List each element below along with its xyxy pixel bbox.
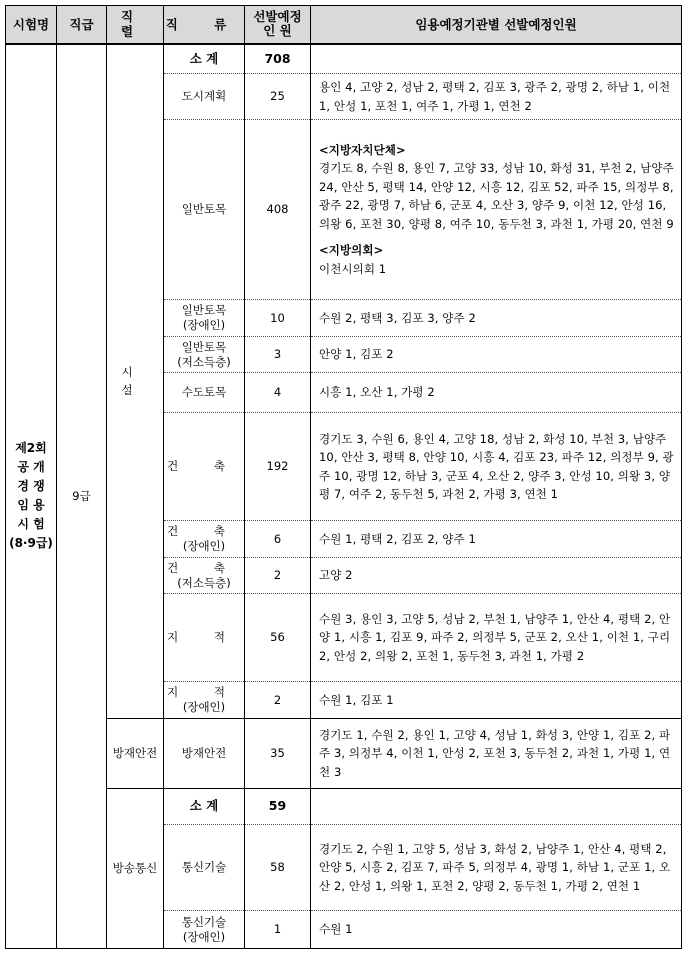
kind-telecom: 통신기술: [164, 825, 245, 911]
count-arch-disabled: 6: [245, 521, 311, 558]
count-disaster: 35: [245, 719, 311, 789]
series-facility-cell: [107, 44, 164, 719]
grade-cell: 9급: [57, 44, 107, 949]
kind-line: 통신기술: [181, 914, 227, 929]
facility-subtotal-count: 708: [245, 44, 311, 74]
alloc-telecom-disabled: 수원 1: [311, 911, 682, 949]
count-urban: 25: [245, 74, 311, 120]
kind-civil-disabled: [164, 300, 245, 337]
local-gov-alloc: 경기도 8, 수원 8, 용인 7, 고양 33, 성남 10, 화성 31, 부천 2, 남양주 24, 안산 5, 평택 14, 안양 12, 시흥 12, 김포 52, 파주 15, 의정부 8, 광주 22, 광명 7, 하남 6, 군포 4, 오산 3, 양주 9, 이천 12, 안성 16, 의왕 6, 포천 30, 양평 8, 여주 10, 동두천 3, 과천 1, 가평 20, 연천 9: [319, 161, 674, 231]
table-row: [6, 789, 682, 825]
alloc-civil-lowincome: 안양 1, 김포 2: [311, 337, 682, 373]
kind-line: 일반토목: [181, 339, 227, 354]
table-row: [6, 44, 682, 74]
header-kind-label: 직 류: [165, 16, 243, 32]
spacer: [319, 233, 676, 241]
kind-line: (장애인): [182, 539, 226, 553]
count-civil: 408: [245, 120, 311, 300]
kind-arch-disabled: [164, 521, 245, 558]
series-disaster-cell: 방재안전: [107, 719, 164, 789]
exam-line: 제2회: [15, 441, 47, 456]
count-telecom: 58: [245, 825, 311, 911]
count-arch: 192: [245, 413, 311, 521]
broadcast-subtotal-count: 59: [245, 789, 311, 825]
council-alloc: 이천시의회 1: [319, 261, 387, 276]
kind-survey-label: 지 적: [167, 630, 241, 645]
count-civil-lowincome: 3: [245, 337, 311, 373]
alloc-arch-lowincome: 고양 2: [311, 558, 682, 594]
header-alloc: 임용예정기관별 선발예정인원: [311, 6, 682, 44]
recruitment-table: [5, 5, 682, 949]
exam-line: 임 용: [17, 498, 45, 513]
alloc-survey: 수원 3, 용인 3, 고양 5, 성남 2, 부천 1, 남양주 1, 안산 4, 평택 2, 안양 1, 시흥 1, 김포 9, 파주 2, 의정부 5, 군포 2, 오산 1, 이천 1, 구리 2, 안성 2, 의왕 2, 포천 1, 동두천 3, 과천 1, 가평 2: [311, 594, 682, 682]
kind-line: 건 축: [167, 524, 241, 538]
kind-line: (저소득층): [177, 354, 231, 369]
header-count-line1: 선발예정: [253, 9, 302, 25]
alloc-urban: 용인 4, 고양 2, 성남 2, 평택 2, 김포 3, 광주 2, 광명 2, 하남 1, 이천 1, 안성 1, 포천 1, 여주 1, 가평 1, 연천 2: [311, 74, 682, 120]
alloc-disaster: 경기도 1, 수원 2, 용인 1, 고양 4, 성남 1, 화성 3, 안양 1, 김포 2, 파주 3, 의정부 4, 이천 1, 안성 2, 포천 3, 동두천 2, 과천 1, 가평 1, 연천 3: [311, 719, 682, 789]
kind-line: 지 적: [167, 685, 241, 699]
series-broadcast-cell: 방송통신: [107, 789, 164, 949]
kind-arch-label: 건 축: [167, 459, 241, 474]
count-civil-disabled: 10: [245, 300, 311, 337]
header-row: [6, 6, 682, 44]
header-series: [107, 6, 164, 44]
broadcast-subtotal-label: 소 계: [164, 789, 245, 825]
alloc-water: 시흥 1, 오산 1, 가평 2: [311, 373, 682, 413]
kind-arch: [164, 413, 245, 521]
count-arch-lowincome: 2: [245, 558, 311, 594]
kind-urban: 도시계획: [164, 74, 245, 120]
table-row: [6, 719, 682, 789]
kind-water: 수도토목: [164, 373, 245, 413]
kind-line: (장애인): [182, 929, 226, 944]
count-survey-disabled: 2: [245, 682, 311, 719]
kind-survey-disabled: [164, 682, 245, 719]
kind-arch-lowincome: [164, 558, 245, 594]
alloc-civil-disabled: 수원 2, 평택 3, 김포 3, 양주 2: [311, 300, 682, 337]
kind-line: (장애인): [182, 700, 226, 714]
count-survey: 56: [245, 594, 311, 682]
alloc-civil: [311, 120, 682, 300]
count-telecom-disabled: 1: [245, 911, 311, 949]
exam-line: (8·9급): [9, 536, 53, 551]
alloc-survey-disabled: 수원 1, 김포 1: [311, 682, 682, 719]
header-grade: 직급: [57, 6, 107, 44]
exam-line: 공 개: [17, 460, 45, 475]
kind-line: 일반토목: [181, 303, 227, 317]
count-water: 4: [245, 373, 311, 413]
header-kind: [164, 6, 245, 44]
kind-line: (저소득층): [177, 575, 231, 590]
kind-civil: 일반토목: [164, 120, 245, 300]
exam-line: 시 험: [17, 517, 45, 532]
facility-subtotal-label: 소 계: [164, 44, 245, 74]
broadcast-subtotal-alloc: [311, 789, 682, 825]
header-count: [245, 6, 311, 44]
kind-line: 건 축: [167, 560, 241, 575]
alloc-arch: 경기도 3, 수원 6, 용인 4, 고양 18, 성남 2, 화성 10, 부천 3, 남양주 10, 안산 3, 평택 8, 안양 10, 시흥 4, 김포 23, 파주 12, 의정부 9, 광주 10, 광명 12, 하남 3, 군포 4, 오산 2, 양주 3, 안성 10, 의왕 3, 양평 7, 여주 2, 동두천 5, 과천 2, 가평 3, 연천 1: [311, 413, 682, 521]
alloc-telecom: 경기도 2, 수원 1, 고양 5, 성남 3, 화성 2, 남양주 1, 안산 4, 평택 2, 안양 5, 시흥 2, 김포 7, 파주 5, 의정부 4, 광명 1, 하남 1, 군포 1, 오산 2, 안성 1, 의왕 1, 포천 2, 양평 2, 동두천 1, 가평 2, 연천 1: [311, 825, 682, 911]
kind-civil-lowincome: [164, 337, 245, 373]
kind-telecom-disabled: [164, 911, 245, 949]
header-exam: 시험명: [6, 6, 57, 44]
local-gov-label: <지방자치단체>: [319, 142, 406, 157]
header-series-label: 직 렬: [120, 9, 150, 40]
series-facility-label: 시 설: [121, 364, 149, 398]
facility-subtotal-alloc: [311, 44, 682, 74]
council-label: <지방의회>: [319, 243, 384, 258]
alloc-arch-disabled: 수원 1, 평택 2, 김포 2, 양주 1: [311, 521, 682, 558]
kind-disaster: 방재안전: [164, 719, 245, 789]
exam-line: 경 쟁: [17, 479, 45, 494]
header-count-line2: 인 원: [263, 23, 292, 39]
kind-survey: [164, 594, 245, 682]
exam-name-cell: [6, 44, 57, 949]
kind-line: (장애인): [182, 318, 226, 332]
recruitment-table-page: [5, 5, 681, 949]
